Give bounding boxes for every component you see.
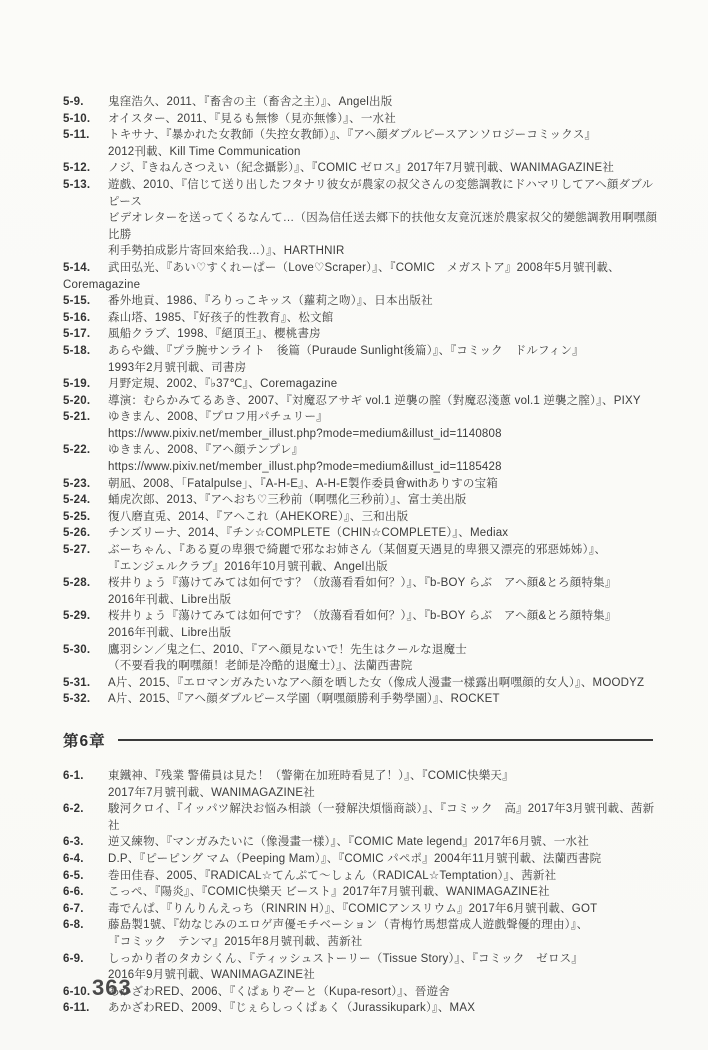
entry-citation — [108, 111, 659, 128]
reference-entry — [63, 868, 659, 885]
citation-line: 番外地貢、1986、『ろりっこキッス（蘿莉之吻）』、日本出版社 — [108, 295, 433, 308]
citation-line: あかざわRED、2006、『くぱぁりぞーと（Kupa-resort）』、晉遊舍 — [108, 985, 450, 998]
reference-entry — [63, 1000, 659, 1017]
reference-entry — [63, 293, 659, 310]
reference-entry — [63, 984, 659, 1001]
entry-number: 5-19. — [63, 378, 91, 391]
reference-entry — [63, 768, 659, 801]
reference-entry — [63, 442, 659, 475]
reference-list — [63, 94, 659, 1017]
entry-number: 6-1. — [63, 769, 84, 782]
citation-line: 逆又練物、『マンガみたいに（像漫畫一樣）』、『COMIC Mate legend』2017年6月號、一水社 — [108, 836, 589, 849]
heading-rule — [118, 739, 653, 741]
entry-number: 5-27. — [63, 544, 91, 557]
citation-line: 森山塔、1985、『好孩子的性教育』、松文館 — [108, 311, 334, 324]
entry-citation — [108, 509, 659, 526]
citation-line: 鬼窪浩久、2011、『畜舎の主（畜舎之主）』、Angel出版 — [108, 96, 393, 108]
citation-line: あらや織、『プラ腕サンライト 後篇（Puraude Sunlight後篇）』、『コミック ドルフィン』 — [108, 344, 584, 357]
reference-entry — [63, 951, 659, 984]
citation-line: オイスター、2011、『見るも無惨（見亦無慘）』、一水社 — [108, 112, 396, 125]
reference-entry — [63, 801, 659, 834]
reference-entry — [63, 917, 659, 950]
page-number: 363 — [92, 975, 132, 1000]
citation-line: ビデオレターを送ってくるなんて…（因為信任送去鄉下的扶他女友竟沉迷於農家叔父的變態調教用啊嘿顔比勝 — [108, 212, 658, 241]
citation-line: Coremagazine — [63, 278, 141, 291]
entry-number: 5-30. — [63, 643, 91, 656]
entry-citation — [108, 94, 659, 111]
reference-entry — [63, 160, 659, 177]
entry-citation — [108, 542, 659, 575]
citation-line: A片、2015、『エロマンガみたいなアヘ顔を晒した女（像成人漫畫一樣露出啊嘿顔的女人）』、MOODYZ — [108, 676, 645, 689]
entry-citation — [108, 343, 659, 376]
citation-line: ゆきまん、2008、『プロフ用パチュリー』 — [108, 411, 328, 424]
citation-line: https://www.pixiv.net/member_illust.php?mode=medium&illust_id=1185428 — [108, 461, 502, 474]
citation-line: 復八磨直兎、2014、『アヘこれ（AHEKORE）』、三和出版 — [108, 510, 409, 523]
entry-citation — [108, 691, 659, 708]
citation-line: 遊戲、2010、『信じて送り出したフタナリ彼女が農家の叔父さんの変態調教にドハマリしてアヘ顔ダブルピース — [108, 178, 654, 208]
entry-citation — [108, 476, 659, 493]
entry-number: 5-17. — [63, 328, 91, 341]
reference-entry — [63, 525, 659, 542]
entry-citation — [108, 127, 659, 160]
reference-entry — [63, 884, 659, 901]
citation-line: 藤島製1號、『幼なじみのエロゲ声優モチベーション（青梅竹馬想當成人遊戲聲優的理由）』、 — [108, 919, 589, 932]
citation-line: 2016年9月號刊載、WANIMAGAZINE社 — [108, 969, 315, 982]
citation-line: 『コミック テンマ』2015年8月號刊載、茜新社 — [108, 935, 363, 948]
entry-citation — [108, 917, 659, 950]
citation-line: あかざわRED、2009、『じぇらしっくぱぁく（Jurassikupark）』、MAX — [108, 1002, 476, 1015]
entry-number: 6-6. — [63, 886, 84, 899]
citation-line: 桜井りょう『蕩けてみては如何です？（放蕩看看如何？）』、『b-BOY らぶ アヘ顔&とろ顔特集』 — [108, 577, 617, 590]
citation-line: チンズリーナ、2014、『チン☆COMPLETE（CHIN☆COMPLETE）』、Mediax — [108, 527, 509, 540]
entry-number: 6-9. — [63, 952, 84, 965]
citation-line: 2016年刊載、Libre出版 — [108, 593, 232, 606]
entry-citation — [108, 984, 659, 1001]
entry-number: 5-21. — [63, 411, 91, 424]
entry-citation — [108, 868, 659, 885]
reference-entry — [63, 476, 659, 493]
entry-citation — [108, 851, 659, 868]
citation-line: 桜井りょう『蕩けてみては如何です？（放蕩看看如何？）』、『b-BOY らぶ アヘ顔&とろ顔特集』 — [108, 610, 617, 623]
citation-line: 蛹虎次郎、2013、『アヘおち♡三秒前（啊嘿化三秒前）』、富士美出版 — [108, 494, 467, 507]
entry-citation — [108, 492, 659, 509]
citation-line: 巻田佳春、2005、『RADICAL☆てんぷて〜しょん（RADICAL☆Temptation）』、茜新社 — [108, 869, 557, 882]
entry-number: 6-2. — [63, 803, 84, 816]
citation-line: しっかり者のタカシくん、『ティッシュストーリー（Tissue Story）』、『コミック ゼロス』 — [108, 952, 584, 965]
citation-line: ノジ、『きねんさつえい（紀念攝影）』、『COMIC ゼロス』2017年7月號刊載、WANIMAGAZINE社 — [108, 162, 615, 175]
entry-number: 6-11. — [63, 1002, 90, 1015]
reference-entry — [63, 542, 659, 575]
entry-citation — [108, 951, 659, 984]
entry-number: 5-20. — [63, 394, 91, 407]
reference-entry — [63, 127, 659, 160]
entry-number: 6-7. — [63, 902, 84, 915]
entry-number: 5-16. — [63, 311, 91, 324]
entry-citation — [108, 442, 659, 475]
chapter-heading — [63, 729, 659, 751]
entry-number: 5-29. — [63, 610, 91, 623]
reference-entry — [63, 608, 659, 641]
entry-number: 5-24. — [63, 494, 91, 507]
entry-number: 5-26. — [63, 527, 91, 540]
reference-entry — [63, 509, 659, 526]
reference-entry — [63, 575, 659, 608]
entry-citation — [108, 310, 659, 327]
entry-number: 5-22. — [63, 444, 91, 457]
citation-line: 武田弘光、『あい♡すくれーぱー（Love♡Scraper）』、『COMIC メガストア』2008年5月號刊載、 — [108, 261, 620, 274]
reference-entry — [63, 260, 659, 293]
citation-line: 利手勢拍成影片寄回來給我…）』、HARTHNIR — [108, 245, 345, 258]
entry-citation — [108, 293, 659, 310]
entry-number: 5-11. — [63, 129, 90, 142]
citation-line: トキサナ、『暴かれた女教師（失控女教師）』、『アヘ顔ダブルピースアンソロジーコミックス』 — [108, 129, 597, 142]
entry-citation — [108, 642, 659, 675]
entry-citation — [108, 177, 659, 260]
reference-entry — [63, 492, 659, 509]
citation-line: https://www.pixiv.net/member_illust.php?mode=medium&illust_id=1140808 — [108, 427, 502, 440]
chapter-heading-title: 第6章 — [63, 732, 106, 750]
citation-line: 2016年刊載、Libre出版 — [108, 627, 232, 639]
citation-line: A片、2015、『アヘ顔ダブルピース学園（啊嘿顔勝利手勢學園）』、ROCKET — [108, 693, 500, 706]
reference-entry — [63, 310, 659, 327]
entry-citation — [108, 326, 659, 343]
reference-entry — [63, 111, 659, 128]
reference-entry — [63, 393, 659, 410]
citation-line: 2012刊載、Kill Time Communication — [108, 145, 301, 158]
entry-citation — [108, 608, 659, 641]
entry-number: 6-4. — [63, 852, 84, 865]
reference-entry — [63, 834, 659, 851]
entry-citation — [108, 768, 659, 801]
entry-citation — [108, 884, 659, 901]
entry-citation — [108, 901, 659, 918]
entry-number: 5-15. — [63, 295, 91, 308]
entry-number: 5-32. — [63, 693, 91, 706]
entry-number: 5-25. — [63, 510, 91, 523]
entry-number: 5-14. — [63, 261, 91, 274]
entry-number: 5-23. — [63, 477, 91, 490]
entry-number: 6-3. — [63, 836, 84, 849]
entry-citation — [108, 160, 659, 177]
entry-number: 5-28. — [63, 577, 91, 590]
entry-citation — [108, 525, 659, 542]
citation-line: 毒でんぱ、『りんりんえっち（RINRIN H）』、『COMICアンスリウム』2017年6月號刊載、GOT — [108, 902, 598, 915]
entry-number: 6-10. — [63, 985, 91, 998]
citation-line: 東鐵神、『残業 警備員は見た！（警衛在加班時看見了！）』、『COMIC快樂天』 — [108, 769, 514, 782]
reference-entry — [63, 94, 659, 111]
entry-number: 6-5. — [63, 869, 84, 882]
reference-entry — [63, 675, 659, 692]
citation-line: ゆきまん、2008、『アヘ顔テンプレ』 — [108, 444, 304, 457]
citation-line: （不要看我的啊嘿顔！老師是冷酷的退魔士）』、法蘭西書院 — [108, 660, 413, 673]
citation-line: 『エンジェルクラブ』2016年10月號刊載、Angel出版 — [108, 560, 388, 573]
entry-citation — [108, 801, 659, 834]
entry-number: 5-18. — [63, 344, 91, 357]
entry-number: 5-13. — [63, 178, 91, 191]
citation-line: 鷹羽シン／鬼之仁、2010、『アヘ顔見ないで！先生はクールな退魔士 — [108, 643, 467, 656]
entry-number: 5-12. — [63, 162, 91, 175]
entry-citation — [108, 393, 659, 410]
reference-entry — [63, 642, 659, 675]
entry-number: 5-31. — [63, 676, 91, 689]
reference-entry — [63, 851, 659, 868]
citation-line: こっぺ、『陽炎』、『COMIC快樂天 ビースト』2017年7月號刊載、WANIMAGAZINE社 — [108, 886, 550, 899]
citation-line: 駿河クロイ、『イッパツ解決お悩み相談（一發解決煩惱商談）』、『コミック 高』2017年3月號刊載、茜新社 — [108, 803, 655, 832]
reference-entry — [63, 326, 659, 343]
citation-line: D.P、『ピーピング マム（Peeping Mam）』、『COMIC パペポ』2004年11月號刊載、法蘭西書院 — [108, 852, 602, 865]
entry-citation — [108, 575, 659, 608]
reference-entry — [63, 409, 659, 442]
entry-citation — [108, 376, 659, 393]
citation-line: 風船クラブ、1998、『絕頂王』、櫻桃書房 — [108, 328, 321, 341]
citation-line: 2017年7月號刊載、WANIMAGAZINE社 — [108, 786, 315, 799]
reference-entry — [63, 177, 659, 260]
reference-entry — [63, 691, 659, 708]
entry-citation — [108, 1000, 659, 1017]
entry-number: 5-10. — [63, 112, 91, 125]
entry-number: 6-8. — [63, 919, 84, 932]
citation-line: 朝凪、2008、「Fatalpulse」、『A-H-E』、A-H-E製作委員會withありすの宝箱 — [108, 477, 498, 490]
entry-number: 5-9. — [63, 96, 84, 108]
entry-citation — [108, 675, 659, 692]
entry-citation — [108, 834, 659, 851]
reference-entry — [63, 343, 659, 376]
entry-citation — [108, 409, 659, 442]
citation-line: 月野定規、2002、『♭37℃』、Coremagazine — [108, 378, 338, 391]
citation-line: 1993年2月號刊載、司書房 — [108, 361, 247, 374]
citation-line: 導演：むらかみてるあき、2007、『対魔忍アサギ vol.1 逆襲の膣（對魔忍淺蔥 vol.1 逆襲之膣）』、PIXY — [108, 394, 641, 407]
reference-entry — [63, 376, 659, 393]
reference-entry — [63, 901, 659, 918]
citation-line: ぶーちゃん、『ある夏の卑猥で綺麗で邪なお姉さん（某個夏天遇見的卑猥又漂亮的邪惡姊姊）』、 — [108, 544, 607, 557]
